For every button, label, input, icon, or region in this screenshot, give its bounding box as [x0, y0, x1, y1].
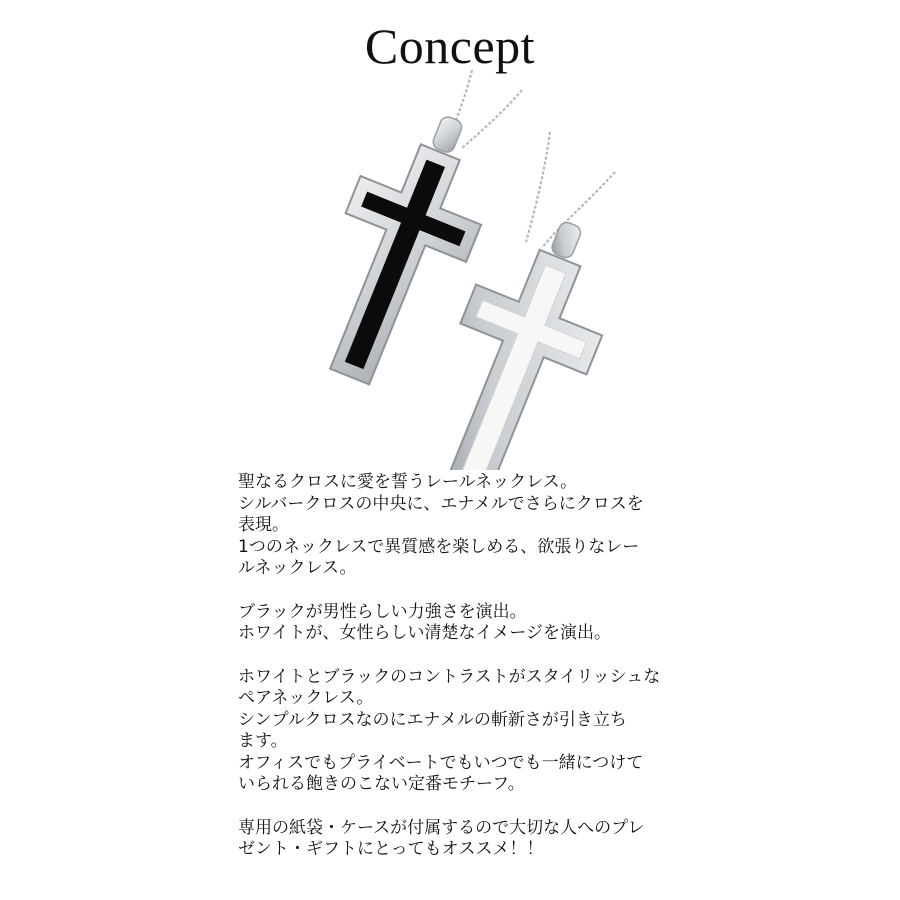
text-line: ペアネックレス。	[238, 688, 374, 708]
paragraph-pair	[238, 667, 678, 796]
text-line: 表現。	[238, 515, 289, 535]
text-line: オフィスでもプライベートでもいつでも一緒につけて	[238, 752, 644, 773]
text-line: 聖なるクロスに愛を誓うレールネックレス。	[238, 472, 578, 492]
text-line: ホワイトとブラックのコントラストがスタイリッシュな	[238, 666, 661, 687]
text-line: 1つのネックレスで異質感を楽しめる、欲張りなレー	[238, 536, 640, 557]
product-photo	[260, 70, 640, 470]
paragraph-intro	[238, 472, 678, 580]
text-line: シンプルクロスなのにエナメルの斬新さが引き立ち	[238, 709, 627, 730]
text-line: いられる飽きのこない定番モチーフ。	[238, 774, 525, 794]
text-line: ゼント・ギフトにとってもオススメ！！	[238, 839, 544, 859]
paragraph-gift	[238, 818, 678, 861]
black-cross-pendant	[289, 94, 514, 400]
text-line: シルバークロスの中央に、エナメルでさらにクロスを	[238, 493, 644, 514]
concept-description	[238, 472, 678, 883]
text-line: ホワイトが、女性らしい清楚なイメージを演出。	[238, 623, 611, 643]
text-line: ます。	[238, 731, 288, 751]
text-line: 専用の紙袋・ケースが付属するので大切な人へのプレ	[238, 817, 645, 838]
page-title: Concept	[364, 18, 536, 74]
paragraph-colors	[238, 602, 678, 645]
text-line: ルネックレス。	[238, 558, 357, 578]
text-line: ブラックが男性らしい力強さを演出。	[238, 601, 527, 622]
